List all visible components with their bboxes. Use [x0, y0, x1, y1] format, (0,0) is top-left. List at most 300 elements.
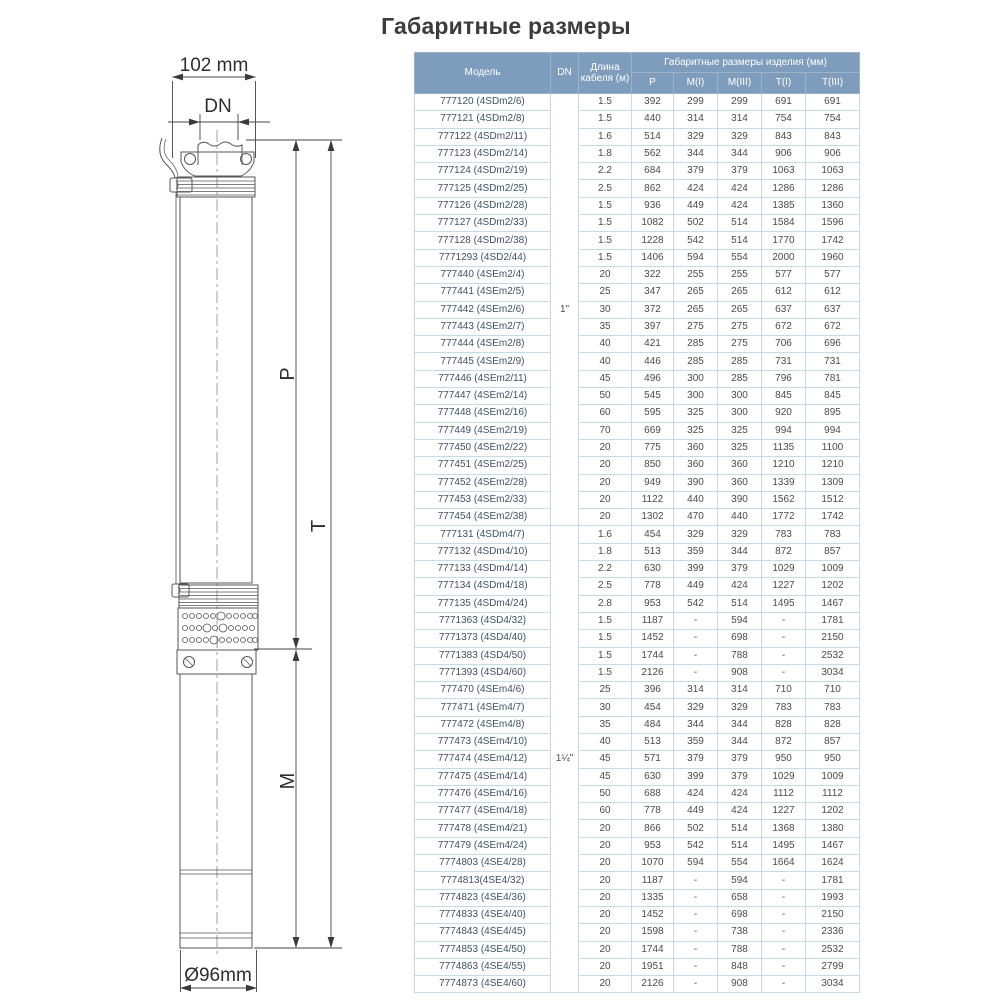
cable-length-cell: 60 [579, 405, 632, 422]
m3-cell: 514 [718, 820, 762, 837]
t1-cell: 637 [762, 301, 806, 318]
table-row [415, 422, 860, 439]
cable-length-cell: 40 [579, 733, 632, 750]
model-cell: 777443 (4SEm2/7) [415, 318, 551, 335]
m3-cell: 554 [718, 249, 762, 266]
t3-cell: 1512 [806, 491, 860, 508]
t3-cell: 1286 [806, 180, 860, 197]
p-cell: 630 [632, 768, 674, 785]
m1-cell: 542 [674, 837, 718, 854]
cable-length-cell: 30 [579, 699, 632, 716]
model-cell: 777134 (4SDm4/18) [415, 578, 551, 595]
cable-length-cell: 45 [579, 768, 632, 785]
table-row [415, 664, 860, 681]
table-row [415, 768, 860, 785]
cable-length-cell: 45 [579, 751, 632, 768]
m3-cell: 848 [718, 958, 762, 975]
model-cell: 7774823 (4SE4/36) [415, 889, 551, 906]
m3-cell: 514 [718, 595, 762, 612]
p-cell: 775 [632, 439, 674, 456]
model-cell: 777471 (4SEm4/7) [415, 699, 551, 716]
m1-cell: - [674, 872, 718, 889]
t3-cell: 731 [806, 353, 860, 370]
table-row [415, 751, 860, 768]
t3-cell: 994 [806, 422, 860, 439]
t3-cell: 612 [806, 284, 860, 301]
cable-length-cell: 20 [579, 457, 632, 474]
m3-cell: 325 [718, 422, 762, 439]
p-cell: 953 [632, 595, 674, 612]
table-row [415, 820, 860, 837]
cable-length-cell: 1.5 [579, 664, 632, 681]
t3-cell: 2532 [806, 647, 860, 664]
p-cell: 1187 [632, 612, 674, 629]
cable-length-cell: 20 [579, 958, 632, 975]
cable-length-cell: 50 [579, 388, 632, 405]
m1-cell: 379 [674, 163, 718, 180]
p-cell: 2126 [632, 664, 674, 681]
table-row [415, 733, 860, 750]
cable-length-cell: 2.2 [579, 163, 632, 180]
m1-cell: 390 [674, 474, 718, 491]
model-cell: 777440 (4SEm2/4) [415, 266, 551, 283]
t3-cell: 1781 [806, 612, 860, 629]
cable-length-cell: 1.5 [579, 111, 632, 128]
t1-cell: 783 [762, 699, 806, 716]
t1-cell: 1495 [762, 595, 806, 612]
model-cell: 777473 (4SEm4/10) [415, 733, 551, 750]
model-cell: 777451 (4SEm2/25) [415, 457, 551, 474]
table-row [415, 837, 860, 854]
model-cell: 777120 (4SDm2/6) [415, 94, 551, 111]
m3-cell: 314 [718, 111, 762, 128]
model-cell: 777445 (4SEm2/9) [415, 353, 551, 370]
t1-cell: 672 [762, 318, 806, 335]
p-cell: 421 [632, 336, 674, 353]
t1-cell: 828 [762, 716, 806, 733]
m3-cell: 908 [718, 664, 762, 681]
m3-cell: 738 [718, 924, 762, 941]
t1-cell: 1339 [762, 474, 806, 491]
cable-length-cell: 2.8 [579, 595, 632, 612]
table-row [415, 197, 860, 214]
table-row [415, 353, 860, 370]
t3-cell: 783 [806, 526, 860, 543]
m3-cell: 698 [718, 906, 762, 923]
p-cell: 949 [632, 474, 674, 491]
m1-cell: - [674, 958, 718, 975]
cable-length-cell: 1.5 [579, 612, 632, 629]
m3-cell: 275 [718, 318, 762, 335]
header-dn: DN [551, 53, 579, 94]
m1-cell: 300 [674, 370, 718, 387]
p-cell: 513 [632, 543, 674, 560]
table-row [415, 318, 860, 335]
p-cell: 866 [632, 820, 674, 837]
model-cell: 777454 (4SEm2/38) [415, 509, 551, 526]
model-cell: 7774873 (4SE4/60) [415, 976, 551, 993]
m3-cell: 390 [718, 491, 762, 508]
cable-length-cell: 35 [579, 716, 632, 733]
p-cell: 1122 [632, 491, 674, 508]
t1-cell: - [762, 976, 806, 993]
m3-cell: 329 [718, 128, 762, 145]
m1-cell: 359 [674, 543, 718, 560]
m1-cell: 594 [674, 855, 718, 872]
t3-cell: 1210 [806, 457, 860, 474]
t1-cell: 1227 [762, 578, 806, 595]
model-cell: 777133 (4SDm4/14) [415, 561, 551, 578]
m1-cell: 502 [674, 215, 718, 232]
m1-cell: - [674, 941, 718, 958]
t1-cell: 994 [762, 422, 806, 439]
table-row [415, 906, 860, 923]
t1-cell: 1227 [762, 803, 806, 820]
p-cell: 372 [632, 301, 674, 318]
t3-cell: 2150 [806, 630, 860, 647]
t3-cell: 828 [806, 716, 860, 733]
cable-length-cell: 35 [579, 318, 632, 335]
p-cell: 684 [632, 163, 674, 180]
m3-cell: 424 [718, 785, 762, 802]
m3-cell: 344 [718, 543, 762, 560]
flange-hole-left [185, 154, 196, 165]
table-row [415, 180, 860, 197]
cable-length-cell: 1.8 [579, 145, 632, 162]
p-cell: 1228 [632, 232, 674, 249]
header-model: Модель [415, 53, 551, 94]
m1-cell: - [674, 647, 718, 664]
table-row [415, 301, 860, 318]
model-cell: 777131 (4SDm4/7) [415, 526, 551, 543]
table-row [415, 872, 860, 889]
model-cell: 7774863 (4SE4/55) [415, 958, 551, 975]
m1-cell: 449 [674, 197, 718, 214]
m3-cell: 329 [718, 699, 762, 716]
m1-cell: 542 [674, 232, 718, 249]
t3-cell: 637 [806, 301, 860, 318]
cable-length-cell: 20 [579, 491, 632, 508]
t3-cell: 1467 [806, 837, 860, 854]
dimension-lines [168, 77, 342, 992]
table-row [415, 785, 860, 802]
t3-cell: 754 [806, 111, 860, 128]
t1-cell: 710 [762, 682, 806, 699]
t1-cell: 783 [762, 526, 806, 543]
m1-cell: 344 [674, 145, 718, 162]
m1-cell: 424 [674, 785, 718, 802]
t3-cell: 2150 [806, 906, 860, 923]
t1-cell: - [762, 647, 806, 664]
cable-clamp-bottom [172, 584, 189, 597]
m3-cell: 424 [718, 197, 762, 214]
p-cell: 514 [632, 128, 674, 145]
cable-clamp-top [170, 178, 192, 192]
m3-cell: 379 [718, 768, 762, 785]
table-row [415, 474, 860, 491]
cable-length-cell: 25 [579, 284, 632, 301]
t1-cell: 1029 [762, 561, 806, 578]
t3-cell: 1202 [806, 578, 860, 595]
t1-cell: 1112 [762, 785, 806, 802]
m1-cell: 379 [674, 751, 718, 768]
model-cell: 777474 (4SEm4/12) [415, 751, 551, 768]
table-row [415, 405, 860, 422]
m1-cell: 594 [674, 249, 718, 266]
model-cell: 777452 (4SEm2/28) [415, 474, 551, 491]
t3-cell: 672 [806, 318, 860, 335]
table-row [415, 94, 860, 111]
model-cell: 777442 (4SEm2/6) [415, 301, 551, 318]
p-cell: 545 [632, 388, 674, 405]
m3-cell: 424 [718, 578, 762, 595]
t3-cell: 691 [806, 94, 860, 111]
t3-cell: 3034 [806, 664, 860, 681]
t3-cell: 1100 [806, 439, 860, 456]
m1-cell: 344 [674, 716, 718, 733]
t3-cell: 1596 [806, 215, 860, 232]
m3-cell: 554 [718, 855, 762, 872]
t3-cell: 1742 [806, 509, 860, 526]
p-cell: 454 [632, 526, 674, 543]
p-cell: 1951 [632, 958, 674, 975]
t3-cell: 783 [806, 699, 860, 716]
cable-length-cell: 1.5 [579, 232, 632, 249]
model-cell: 777470 (4SEm4/6) [415, 682, 551, 699]
table-row [415, 163, 860, 180]
model-cell: 777446 (4SEm2/11) [415, 370, 551, 387]
m3-cell: 285 [718, 370, 762, 387]
m3-cell: 275 [718, 336, 762, 353]
t1-cell: 754 [762, 111, 806, 128]
p-cell: 454 [632, 699, 674, 716]
model-cell: 777123 (4SDm2/14) [415, 145, 551, 162]
model-cell: 777126 (4SDm2/28) [415, 197, 551, 214]
model-cell: 777475 (4SEm4/14) [415, 768, 551, 785]
table-row [415, 561, 860, 578]
table-row [415, 526, 860, 543]
cable-length-cell: 20 [579, 906, 632, 923]
m3-cell: 908 [718, 976, 762, 993]
cable-length-cell: 20 [579, 872, 632, 889]
m3-cell: 344 [718, 733, 762, 750]
p-cell: 1187 [632, 872, 674, 889]
m1-cell: - [674, 924, 718, 941]
p-cell: 778 [632, 803, 674, 820]
m1-cell: 325 [674, 405, 718, 422]
cable-length-cell: 20 [579, 439, 632, 456]
t1-cell: - [762, 924, 806, 941]
p-cell: 513 [632, 733, 674, 750]
model-cell: 777121 (4SDm2/8) [415, 111, 551, 128]
p-cell: 669 [632, 422, 674, 439]
table-body [415, 94, 860, 993]
p-cell: 630 [632, 561, 674, 578]
t1-cell: 1772 [762, 509, 806, 526]
m1-cell: 255 [674, 266, 718, 283]
t3-cell: 1742 [806, 232, 860, 249]
model-cell: 777477 (4SEm4/18) [415, 803, 551, 820]
m3-cell: 299 [718, 94, 762, 111]
t1-cell: 612 [762, 284, 806, 301]
t3-cell: 1380 [806, 820, 860, 837]
t1-cell: 1368 [762, 820, 806, 837]
m3-cell: 360 [718, 474, 762, 491]
m1-cell: 300 [674, 388, 718, 405]
p-cell: 322 [632, 266, 674, 283]
t1-cell: 1664 [762, 855, 806, 872]
model-cell: 7774843 (4SE4/45) [415, 924, 551, 941]
t1-cell: - [762, 630, 806, 647]
p-cell: 347 [632, 284, 674, 301]
m3-cell: 440 [718, 509, 762, 526]
cable-length-cell: 1.6 [579, 526, 632, 543]
t3-cell: 577 [806, 266, 860, 283]
p-cell: 1744 [632, 647, 674, 664]
table-row [415, 370, 860, 387]
model-cell: 777441 (4SEm2/5) [415, 284, 551, 301]
cable-length-cell: 20 [579, 266, 632, 283]
cable-length-cell: 40 [579, 336, 632, 353]
t3-cell: 1467 [806, 595, 860, 612]
cable-length-cell: 1.5 [579, 647, 632, 664]
m3-cell: 314 [718, 682, 762, 699]
dim-t-label: T [308, 519, 330, 533]
m3-cell: 379 [718, 751, 762, 768]
m1-cell: 360 [674, 457, 718, 474]
t3-cell: 2336 [806, 924, 860, 941]
cable-length-cell: 20 [579, 474, 632, 491]
model-cell: 777476 (4SEm4/16) [415, 785, 551, 802]
table-row [415, 439, 860, 456]
m3-cell: 265 [718, 301, 762, 318]
model-cell: 7771373 (4SD4/40) [415, 630, 551, 647]
m1-cell: 265 [674, 284, 718, 301]
m3-cell: 594 [718, 612, 762, 629]
model-cell: 777128 (4SDm2/38) [415, 232, 551, 249]
cable-length-cell: 1.5 [579, 94, 632, 111]
t3-cell: 1009 [806, 561, 860, 578]
t3-cell: 2799 [806, 958, 860, 975]
model-cell: 7774803 (4SE4/28) [415, 855, 551, 872]
model-cell: 7771383 (4SD4/50) [415, 647, 551, 664]
m1-cell: - [674, 889, 718, 906]
t1-cell: 1063 [762, 163, 806, 180]
m1-cell: - [674, 664, 718, 681]
m3-cell: 379 [718, 163, 762, 180]
table-row [415, 543, 860, 560]
t1-cell: 577 [762, 266, 806, 283]
m3-cell: 300 [718, 405, 762, 422]
cable-length-cell: 40 [579, 353, 632, 370]
p-cell: 595 [632, 405, 674, 422]
cable-length-cell: 20 [579, 889, 632, 906]
t3-cell: 2532 [806, 941, 860, 958]
t1-cell: 2000 [762, 249, 806, 266]
t3-cell: 1960 [806, 249, 860, 266]
p-cell: 1452 [632, 630, 674, 647]
t3-cell: 845 [806, 388, 860, 405]
header-t1: T(I) [762, 73, 806, 94]
p-cell: 953 [632, 837, 674, 854]
table-row [415, 958, 860, 975]
m1-cell: 449 [674, 578, 718, 595]
pump-diagram [0, 0, 380, 1000]
dn-cell: 1" [551, 94, 579, 526]
p-cell: 778 [632, 578, 674, 595]
t1-cell: 872 [762, 733, 806, 750]
m1-cell: 424 [674, 180, 718, 197]
cable-length-cell: 20 [579, 855, 632, 872]
dim-diameter-label: Ø96mm [184, 965, 252, 986]
table-row [415, 630, 860, 647]
t1-cell: 872 [762, 543, 806, 560]
m3-cell: 360 [718, 457, 762, 474]
m1-cell: 542 [674, 595, 718, 612]
p-cell: 440 [632, 111, 674, 128]
t1-cell: 1029 [762, 768, 806, 785]
cable-length-cell: 45 [579, 370, 632, 387]
table-row [415, 889, 860, 906]
cable-length-cell: 60 [579, 803, 632, 820]
m1-cell: 440 [674, 491, 718, 508]
model-cell: 7774833 (4SE4/40) [415, 906, 551, 923]
p-cell: 1082 [632, 215, 674, 232]
m1-cell: 360 [674, 439, 718, 456]
header-m3: M(III) [718, 73, 762, 94]
m3-cell: 325 [718, 439, 762, 456]
t1-cell: 1584 [762, 215, 806, 232]
table-row [415, 509, 860, 526]
m1-cell: 329 [674, 699, 718, 716]
m1-cell: 285 [674, 353, 718, 370]
table-row [415, 647, 860, 664]
pump-upper-body [180, 197, 252, 583]
m3-cell: 300 [718, 388, 762, 405]
m3-cell: 255 [718, 266, 762, 283]
t3-cell: 1781 [806, 872, 860, 889]
header-t3: T(III) [806, 73, 860, 94]
m1-cell: - [674, 906, 718, 923]
model-cell: 777135 (4SDm4/24) [415, 595, 551, 612]
t1-cell: - [762, 958, 806, 975]
table-row [415, 128, 860, 145]
t3-cell: 3034 [806, 976, 860, 993]
header-m1: M(I) [674, 73, 718, 94]
t1-cell: 845 [762, 388, 806, 405]
cable-length-cell: 1.5 [579, 197, 632, 214]
t1-cell: - [762, 664, 806, 681]
model-cell: 777125 (4SDm2/25) [415, 180, 551, 197]
model-cell: 777447 (4SEm2/14) [415, 388, 551, 405]
table-row [415, 284, 860, 301]
table-row [415, 336, 860, 353]
p-cell: 397 [632, 318, 674, 335]
t3-cell: 1993 [806, 889, 860, 906]
m1-cell: 299 [674, 94, 718, 111]
cable-length-cell: 2.5 [579, 578, 632, 595]
t1-cell: 950 [762, 751, 806, 768]
p-cell: 1335 [632, 889, 674, 906]
t1-cell: 706 [762, 336, 806, 353]
header-dimensions-group: Габаритные размеры изделия (мм) [632, 53, 860, 73]
t3-cell: 1360 [806, 197, 860, 214]
m3-cell: 344 [718, 716, 762, 733]
model-cell: 777448 (4SEm2/16) [415, 405, 551, 422]
cable-length-cell: 70 [579, 422, 632, 439]
dimensions-table [414, 52, 860, 993]
m1-cell: 449 [674, 803, 718, 820]
